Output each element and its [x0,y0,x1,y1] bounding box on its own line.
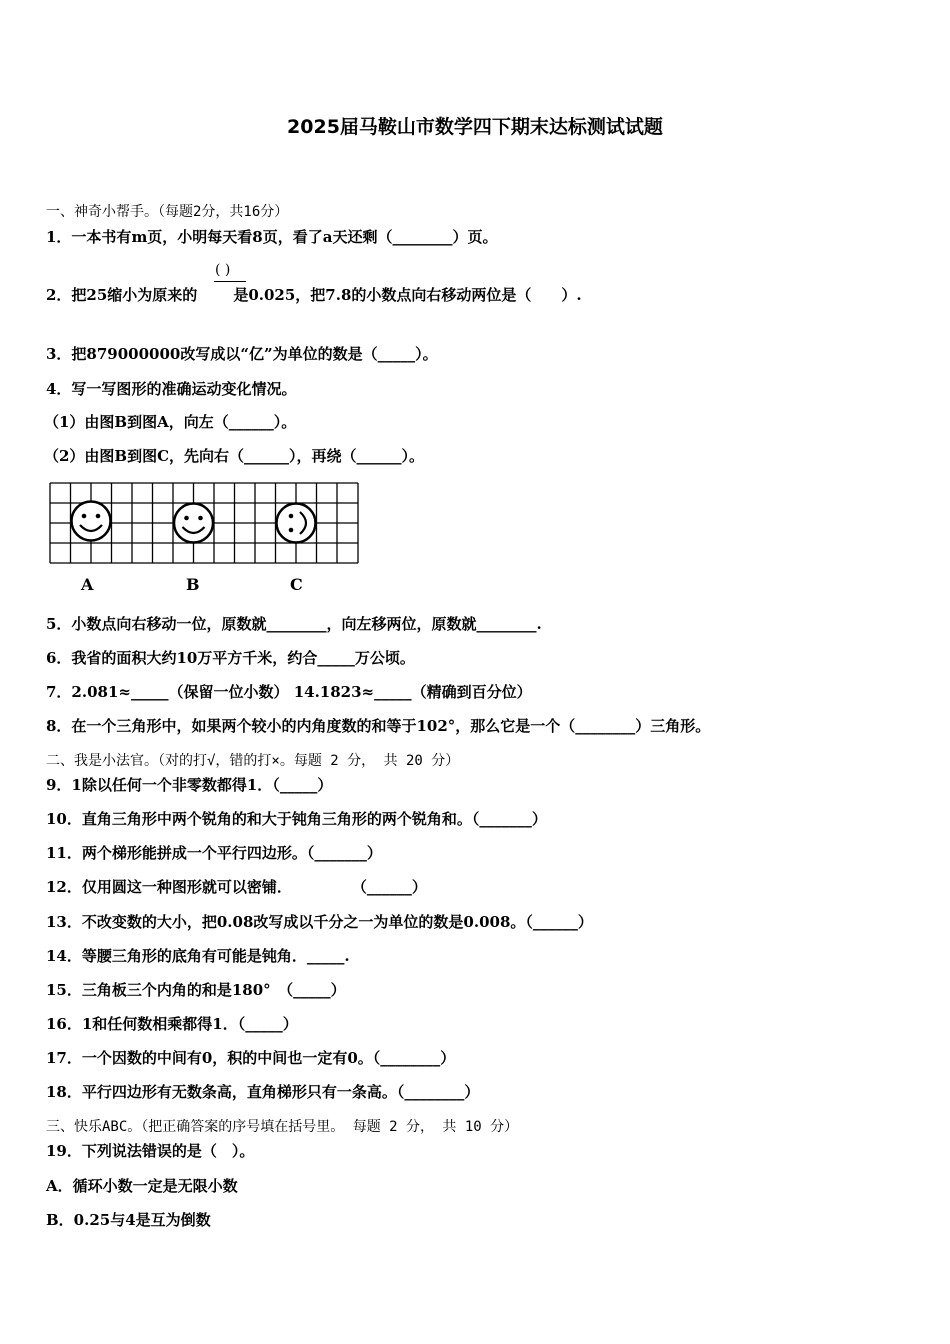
question-4-1: （1）由图B到图A，向左（______）。 [44,413,297,431]
question-13: 13．不改变数的大小，把0.08改写成以千分之一为单位的数是0.008。（______） [46,913,593,931]
grid-figure [48,481,362,571]
question-18: 18．平行四边形有无数条高，直角梯形只有一条高。（________） [46,1083,480,1101]
question-7: 7．2.081≈_____（保留一位小数） 14.1823≈_____（精确到百分位） [46,683,532,701]
question-16: 16．1和任何数相乘都得1．（_____） [46,1015,298,1033]
question-19-option-a: A．循环小数一定是无限小数 [46,1177,238,1195]
section-1-heading: 一、神奇小帮手。（每题2分，共16分） [46,204,289,220]
smiley-face-c-rotated [277,504,316,543]
question-6: 6．我省的面积大约10万平方千米，约合_____万公顷。 [46,649,415,667]
fraction-bar [214,281,246,282]
page-title: 2025届马鞍山市数学四下期末达标测试试题 [287,116,663,138]
question-17: 17．一个因数的中间有0，积的中间也一定有0。（________） [46,1049,456,1067]
section-2-heading: 二、我是小法官。（对的打√，错的打×。每题 2 分， 共 20 分） [46,753,460,769]
fraction-numerator: ( ) [215,262,231,278]
question-9: 9．1除以任何一个非零数都得1．（_____） [46,776,333,794]
question-19-option-b: B．0.25与4是互为倒数 [46,1211,211,1229]
question-5: 5．小数点向右移动一位，原数就________，向左移两位，原数就________. [46,615,542,633]
question-8: 8．在一个三角形中，如果两个较小的内角度数的和等于102°，那么它是一个（________）三角形。 [46,717,711,735]
question-14: 14．等腰三角形的底角有可能是钝角．_____. [46,947,350,965]
section-3-heading: 三、快乐ABC。（把正确答案的序号填在括号里。 每题 2 分， 共 10 分） [46,1119,519,1135]
question-2-part-a: 2．把25缩小为原来的 [46,286,198,304]
smiley-face-b [174,504,213,543]
question-4: 4．写一写图形的准确运动变化情况。 [46,380,297,398]
question-1: 1．一本书有m页，小明每天看8页，看了a天还剩（________）页。 [46,228,498,246]
figure-label-a: A [81,575,94,594]
question-4-2: （2）由图B到图C，先向右（______），再绕（______）。 [44,447,425,465]
question-12: 12．仅用圆这一种图形就可以密铺． （______） [46,878,427,896]
question-2 [46,285,582,305]
question-19: 19．下列说法错误的是（ ）。 [46,1142,255,1160]
figure-label-b: B [186,575,200,594]
question-2-part-b: 是0.025，把7.8的小数点向右移动两位是（ ）. [233,286,582,304]
question-15: 15．三角板三个内角的和是180° （_____） [46,981,346,999]
question-11: 11．两个梯形能拼成一个平行四边形。（_______） [46,844,382,862]
question-10: 10．直角三角形中两个锐角的和大于钝角三角形的两个锐角和。（_______） [46,810,547,828]
figure-label-c: C [290,575,303,594]
grid-figure-svg [48,481,362,567]
question-3: 3．把879000000改写成以“亿”为单位的数是（_____）。 [46,345,438,363]
smiley-face-a [72,502,111,541]
